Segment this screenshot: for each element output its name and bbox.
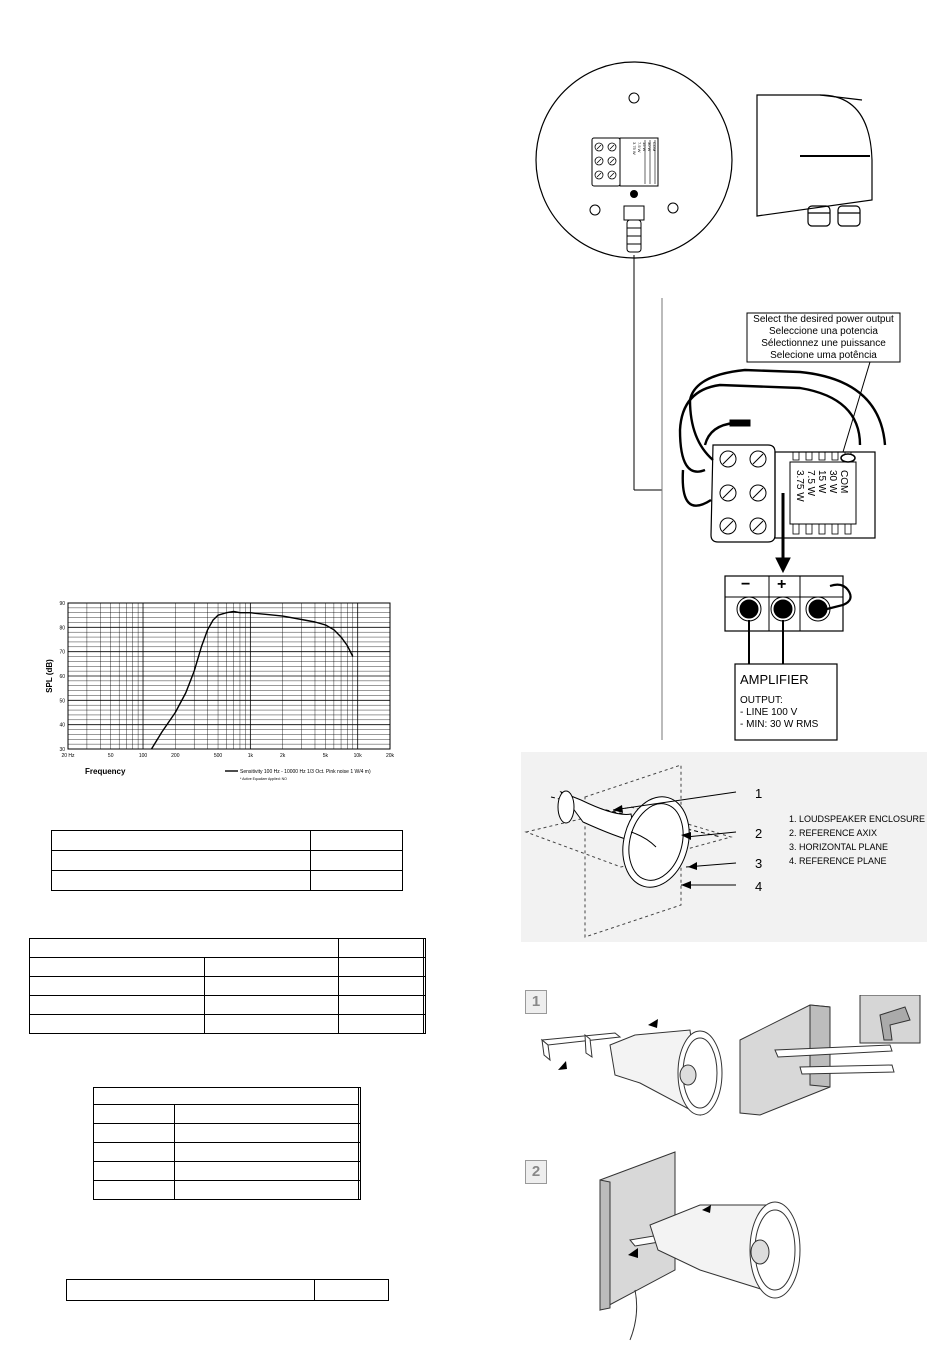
terminal-label-3-75w: 3.75 W [794, 470, 805, 502]
terminal-label-7-5w: 7.5 W [805, 470, 816, 497]
terminal-label-30w: 30 W [827, 470, 838, 494]
x-tick-label: 10k [353, 753, 362, 759]
table-4 [66, 1279, 389, 1301]
select-power-text [747, 314, 900, 362]
x-tick-label: 200 [171, 753, 180, 759]
x-tick-label: 100 [138, 753, 148, 759]
y-tick-label: 70 [59, 649, 65, 656]
y-tick-label: 80 [59, 625, 65, 632]
y-tick-label: 50 [59, 698, 65, 705]
legend-item-4: 4. REFERENCE PLANE [789, 856, 887, 866]
table-3 [93, 1087, 361, 1200]
legend-item-3: 3. HORIZONTAL PLANE [789, 842, 889, 852]
y-tick-label: 40 [59, 722, 65, 729]
terminal-label-15w: 15 W [816, 470, 827, 494]
rear-terminal-labels [621, 142, 657, 182]
table-2 [29, 938, 426, 1034]
table-1 [51, 830, 403, 891]
select-power-fr: Sélectionnez une puissance [761, 338, 886, 349]
plus-label: + [777, 576, 787, 593]
legend-text: Sensitivity 100 Hz - 10000 Hz 1/3 Oct. Pink noise 1 W/4 m) [240, 769, 371, 775]
x-tick-label: 20k [385, 753, 395, 759]
minus-label: − [741, 576, 751, 593]
step-1-illustration [520, 995, 940, 1130]
frequency-response-chart [40, 595, 410, 790]
y-axis-label: SPL (dB) [45, 659, 54, 693]
select-power-es: Seleccione una potencia [769, 326, 878, 337]
amplifier-box-text [740, 672, 840, 731]
rear-label-3-75w: 3.75 W [632, 142, 637, 155]
x-tick-label: 500 [213, 753, 223, 759]
x-tick-label: 20 Hz [61, 753, 75, 759]
terminal-labels [789, 470, 849, 520]
step-2-badge: 2 [525, 1160, 547, 1184]
y-tick-label: 60 [59, 674, 65, 680]
rear-label-15w: 15 W [642, 142, 647, 152]
connector-lines [634, 255, 662, 740]
reference-legend [789, 812, 925, 868]
x-tick-label: 5k [322, 753, 329, 759]
callout-3: 3 [755, 856, 763, 871]
frequency-chart-svg [40, 595, 410, 790]
y-tick-label: 30 [59, 747, 65, 753]
amplifier-line: - LINE 100 V [740, 707, 798, 718]
rear-label-30w: 30 W [647, 142, 652, 152]
select-power-pt: Selecione uma potência [770, 350, 877, 361]
terminal-block-detail [680, 370, 885, 572]
legend-footnote: * Active Equalizer Applied: NO [240, 777, 287, 781]
select-power-en: Select the desired power output [753, 314, 894, 325]
x-axis-label: Frequency [85, 767, 126, 776]
x-tick-label: 2k [280, 753, 286, 759]
amplifier-title: AMPLIFIER [740, 672, 809, 687]
x-tick-label: 1k [247, 753, 253, 759]
legend-item-1: 1. LOUDSPEAKER ENCLOSURE [789, 814, 926, 824]
rear-label-com: COM [652, 142, 657, 152]
step-2-illustration [590, 1150, 835, 1350]
legend-item-2: 2. REFERENCE AXIX [789, 828, 878, 838]
callout-1: 1 [755, 786, 763, 801]
terminal-label-com: COM [838, 470, 849, 494]
enclosure-side-view [757, 95, 872, 226]
wiring-diagram [510, 60, 950, 750]
callout-2: 2 [755, 826, 763, 841]
callout-4: 4 [755, 879, 763, 894]
amplifier-min: - MIN: 30 W RMS [740, 719, 819, 730]
amplifier-output: OUTPUT: [740, 695, 783, 706]
step-1-badge: 1 [525, 990, 547, 1014]
y-tick-label: 90 [59, 601, 65, 607]
rear-label-7-5w: 7.5 W [637, 142, 642, 153]
x-tick-label: 50 [107, 753, 114, 759]
